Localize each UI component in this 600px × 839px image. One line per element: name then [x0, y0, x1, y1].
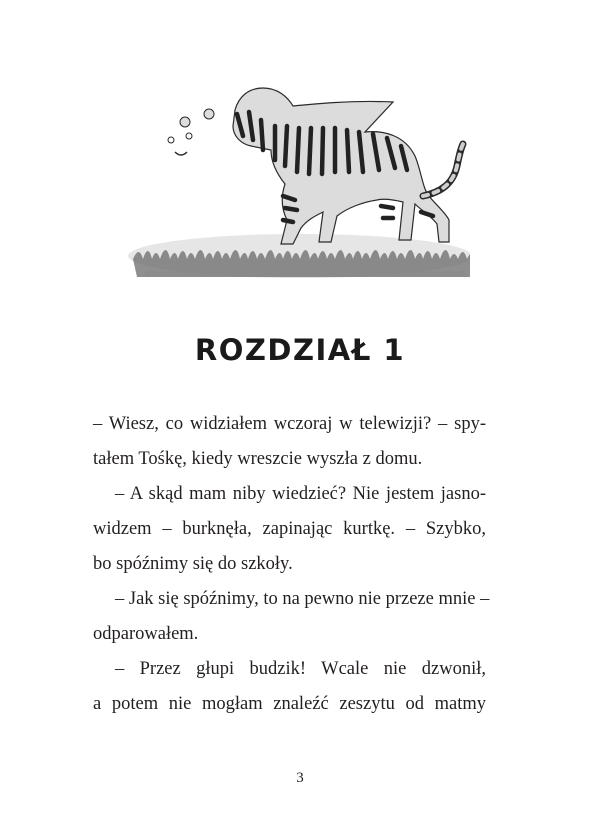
text-line: tałem Tośkę, kiedy wreszcie wyszła z domu. [93, 449, 423, 469]
grass-icon [128, 234, 470, 278]
text-line: odparowałem. [93, 624, 199, 644]
text-line: – Przez głupi budzik! Wcale nie dzwonił, [115, 659, 486, 679]
chapter-text [93, 407, 490, 722]
text-line: widzem – burknęła, zapinając kurtkę. – Szybko, [93, 519, 486, 539]
text-line: – A skąd mam niby wiedzieć? Nie jestem jasno- [115, 484, 486, 504]
chapter-title: ROZDZIAŁ 1 [194, 333, 406, 367]
text-line: bo spóźnimy się do szkoły. [93, 554, 293, 574]
page-number: 3 [296, 770, 304, 786]
text-line: a potem nie mogłam znaleźć zeszytu od matmy [93, 694, 486, 714]
tiger-head-icon [168, 109, 214, 155]
text-line: – Wiesz, co widziałem wczoraj w telewizji? – spy- [93, 414, 486, 434]
text-line: – Jak się spóźnimy, to na pewno nie przeze mnie – [115, 589, 490, 609]
tiger-illustration-icon [125, 84, 470, 294]
tiger-body-icon [168, 88, 463, 244]
